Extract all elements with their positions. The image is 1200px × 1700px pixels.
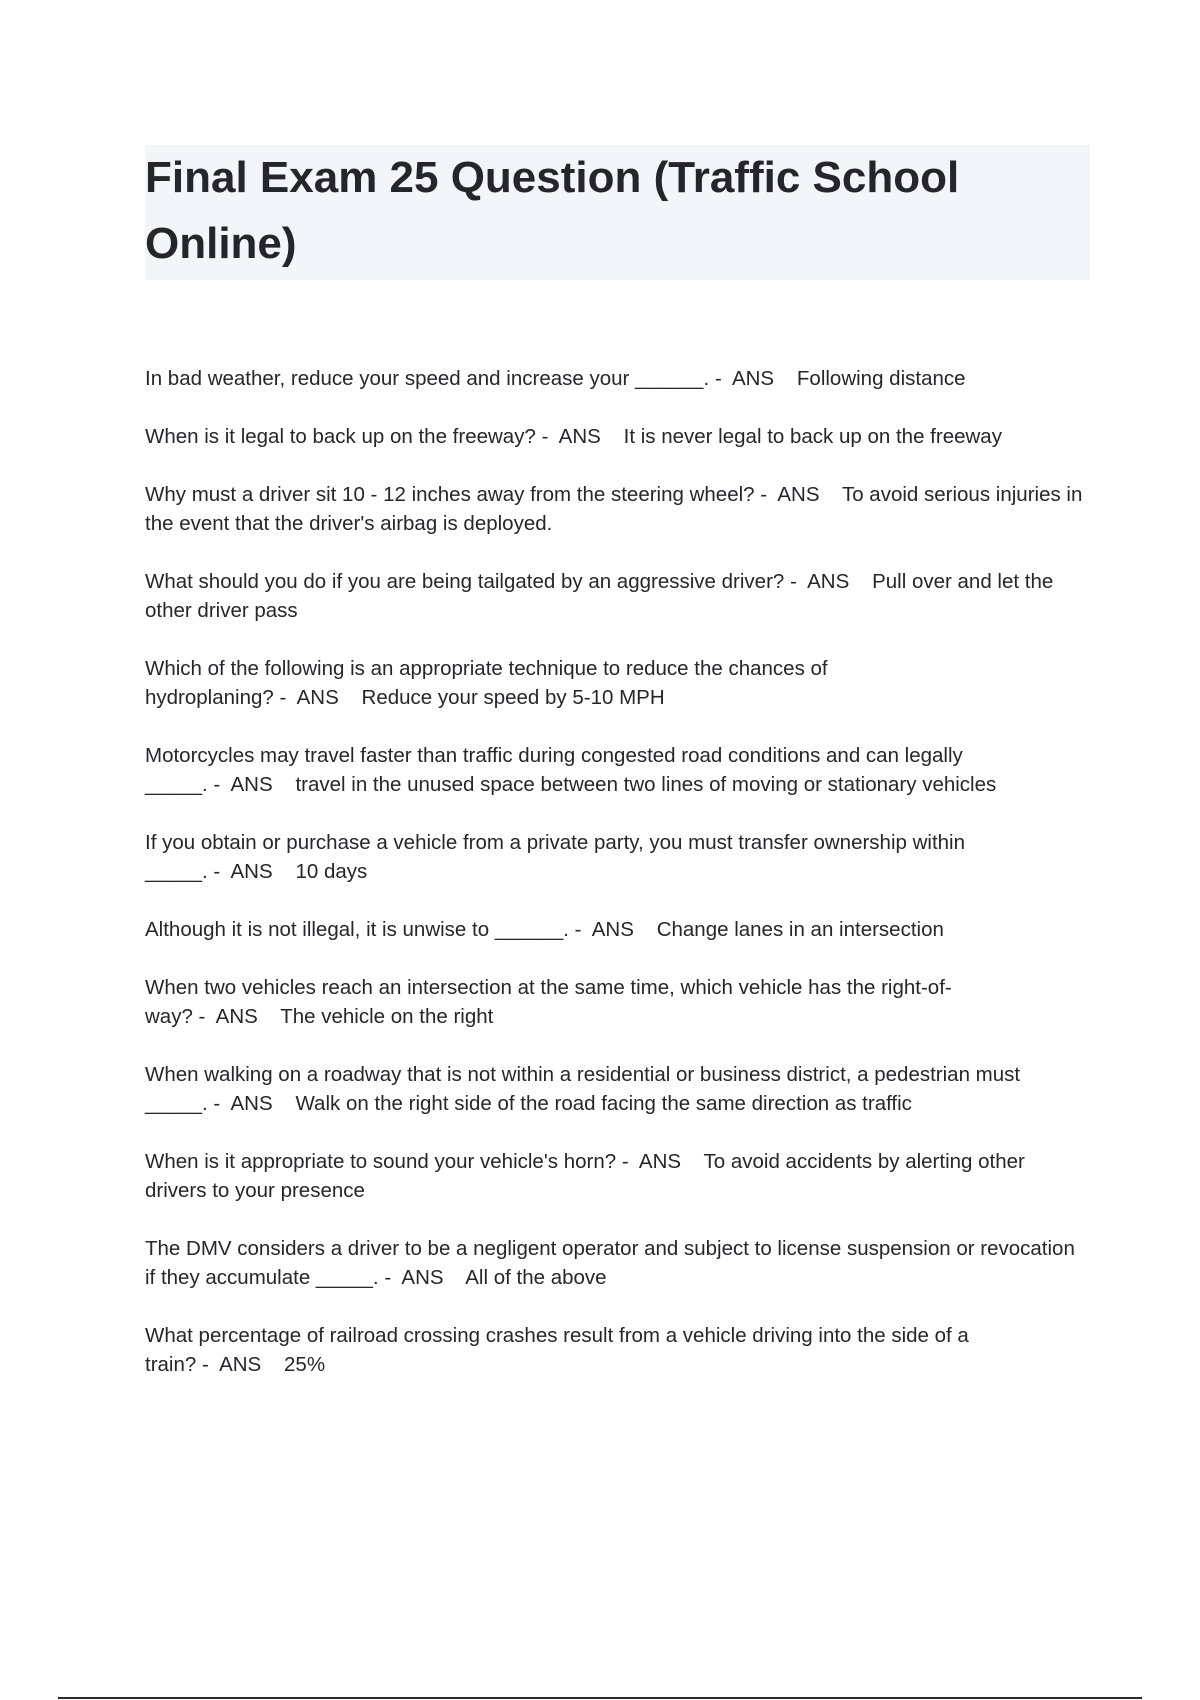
answer-text: Reduce your speed by 5-10 MPH [361, 686, 665, 709]
ans-label: ANS [591, 918, 634, 941]
qa-item: Which of the following is an appropriate technique to reduce the chances of hydroplaning? - ANS Reduce your speed by 5-10 MPH [145, 657, 834, 709]
ans-label: ANS [401, 1266, 444, 1289]
answer-text: Pull over and let the other driver pass [145, 570, 1059, 622]
question-text: If you obtain or purchase a vehicle from a private party, you must transfer ownership within _____. [145, 831, 971, 883]
ans-label: ANS [807, 570, 850, 593]
ans-label: ANS [296, 686, 339, 709]
answer-text: 10 days [295, 860, 368, 883]
question-text: In bad weather, reduce your speed and increase your ______. [145, 367, 710, 390]
answer-text: The vehicle on the right [280, 1005, 494, 1028]
page-title: Final Exam 25 Question (Traffic School Online) [145, 153, 960, 268]
ans-label: ANS [777, 483, 820, 506]
ans-label: ANS [215, 1005, 258, 1028]
qa-item: When two vehicles reach an intersection at the same time, which vehicle has the right-of-way? - ANS The vehicle on the right [145, 976, 952, 1028]
question-text: Why must a driver sit 10 - 12 inches away from the steering wheel? [145, 483, 755, 506]
ans-label: ANS [230, 860, 273, 883]
question-text: What percentage of railroad crossing crashes result from a vehicle driving into the side of a train? [145, 1324, 975, 1376]
ans-label: ANS [558, 425, 601, 448]
question-text: Which of the following is an appropriate technique to reduce the chances of hydroplaning? [145, 657, 834, 709]
qa-item: What should you do if you are being tailgated by an aggressive driver? - ANS Pull over and let the other driver pass [145, 570, 1059, 622]
ans-label: ANS [638, 1150, 682, 1173]
question-text: When walking on a roadway that is not within a residential or business district, a pedestrian must _____. [145, 1063, 1026, 1115]
question-text: When is it legal to back up on the freeway? [145, 425, 536, 448]
answer-text: Following distance [796, 367, 966, 390]
answer-text: All of the above [465, 1266, 607, 1289]
ans-label: ANS [230, 773, 273, 796]
question-text: The DMV considers a driver to be a negligent operator and subject to license suspension or revocation if they accumulate _____. [145, 1237, 1081, 1289]
answer-text: travel in the unused space between two lines of moving or stationary vehicles [295, 773, 997, 796]
answer-text: Walk on the right side of the road facing the same direction as traffic [295, 1092, 912, 1115]
qa-item: When is it legal to back up on the freeway? - ANS It is never legal to back up on the freeway [145, 425, 1002, 448]
qa-item: The DMV considers a driver to be a negligent operator and subject to license suspension or revocation if they accumulate _____. - ANS All of the above [145, 1237, 1081, 1289]
answer-text: Change lanes in an intersection [656, 918, 944, 941]
qa-item: If you obtain or purchase a vehicle from a private party, you must transfer ownership within _____. - ANS 10 days [145, 831, 971, 883]
qa-item: Motorcycles may travel faster than traffic during congested road conditions and can legally _____. - ANS travel in the unused space between two lines of moving or stationary vehicles [145, 744, 997, 796]
question-text: When is it appropriate to sound your vehicle's horn? [145, 1150, 617, 1173]
question-text: What should you do if you are being tailgated by an aggressive driver? [145, 570, 785, 593]
qa-item: Although it is not illegal, it is unwise to ______. - ANS Change lanes in an intersection [145, 918, 944, 941]
ans-label: ANS [731, 367, 775, 390]
question-text: Motorcycles may travel faster than traffic during congested road conditions and can legally _____. [145, 744, 969, 796]
question-list [145, 364, 1090, 1408]
qa-item: When walking on a roadway that is not within a residential or business district, a pedestrian must _____. - ANS Walk on the right side of the road facing the same direction as traffic [145, 1063, 1026, 1115]
answer-text: It is never legal to back up on the freeway [623, 425, 1002, 448]
answer-text: To avoid serious injuries in the event that the driver's airbag is deployed. [145, 483, 1089, 535]
ans-label: ANS [219, 1353, 262, 1376]
answer-text: To avoid accidents by alerting other drivers to your presence [145, 1150, 1031, 1202]
ans-label: ANS [230, 1092, 273, 1115]
qa-item: In bad weather, reduce your speed and increase your ______. - ANS Following distance [145, 367, 966, 390]
question-text: Although it is not illegal, it is unwise to ______. [145, 918, 569, 941]
qa-item: Why must a driver sit 10 - 12 inches away from the steering wheel? - ANS To avoid serious injuries in the event that the driver's airbag is deployed. [145, 483, 1089, 535]
qa-item: When is it appropriate to sound your vehicle's horn? - ANS To avoid accidents by alerting other drivers to your presence [145, 1150, 1031, 1202]
title-banner [145, 145, 1090, 280]
qa-item: What percentage of railroad crossing crashes result from a vehicle driving into the side of a train? - ANS 25% [145, 1324, 975, 1376]
answer-text: 25% [284, 1353, 326, 1376]
question-text: When two vehicles reach an intersection at the same time, which vehicle has the right-of-way? [145, 976, 952, 1028]
footer-divider [58, 1697, 1142, 1699]
